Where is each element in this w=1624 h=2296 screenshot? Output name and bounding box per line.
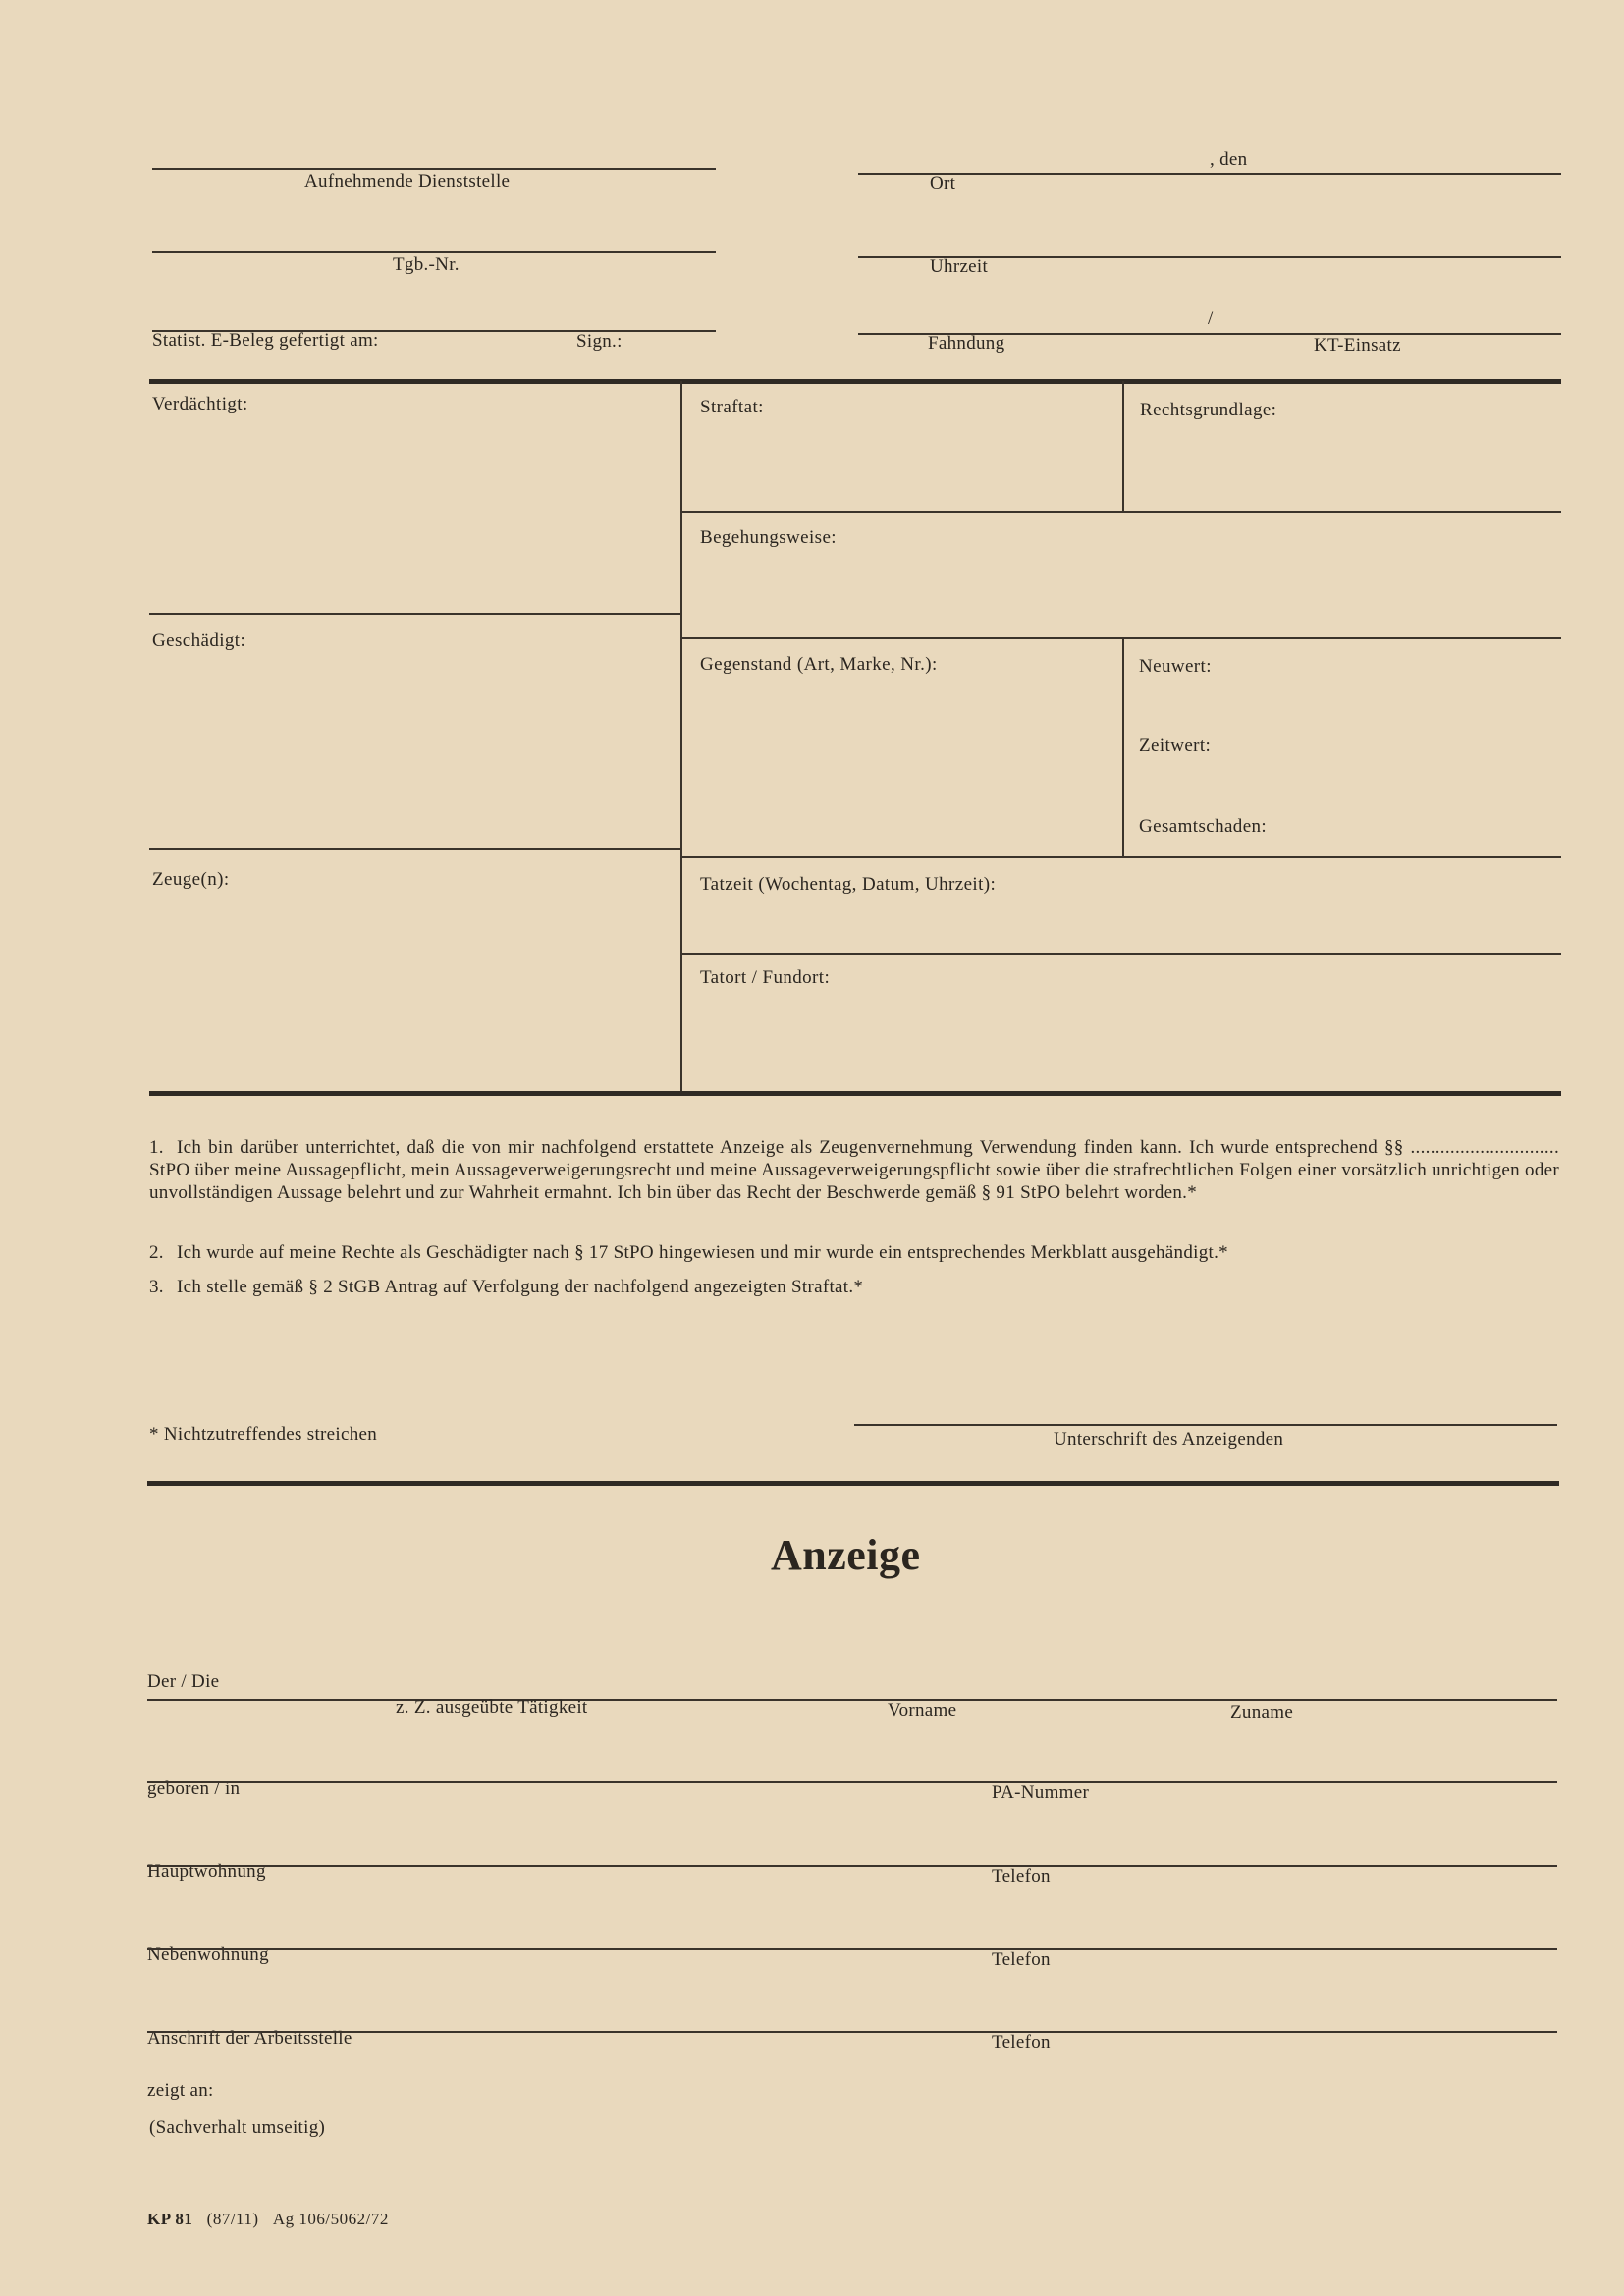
- signature-caption: Unterschrift des Anzeigenden: [1054, 1429, 1284, 1449]
- hauptwohnung-label: Hauptwohnung: [147, 1861, 266, 1882]
- rechtsgrundlage-label: Rechtsgrundlage:: [1140, 400, 1277, 420]
- form-print-code: Ag 106/5062/72: [272, 2210, 389, 2228]
- zeigt-an-label: zeigt an:: [147, 2080, 214, 2101]
- tgb-caption: Tgb.-Nr.: [393, 254, 460, 275]
- vorname-caption: Vorname: [888, 1700, 957, 1721]
- straftat-bottom-rule: [681, 511, 1561, 513]
- gegenstand-bottom-rule: [681, 856, 1561, 858]
- geschaedigt-bottom-rule: [149, 848, 681, 850]
- telefon-caption-3: Telefon: [992, 2032, 1051, 2052]
- geboren-label: geboren / in: [147, 1778, 241, 1799]
- fahndung-caption: Fahndung: [928, 333, 1005, 354]
- note-item-1: [149, 1136, 1559, 1204]
- zuname-caption: Zuname: [1230, 1702, 1294, 1722]
- geschaedigt-label: Geschädigt:: [152, 630, 246, 651]
- taetigkeit-caption: z. Z. ausgeübte Tätigkeit: [396, 1697, 588, 1718]
- begehungsweise-bottom-rule: [681, 637, 1561, 639]
- signature-field-line[interactable]: [854, 1424, 1557, 1426]
- hauptwohnung-field-line[interactable]: [147, 1865, 1557, 1867]
- note-text: Ich wurde auf meine Rechte als Geschädigter nach § 17 StPO hingewiesen und mir wurde ein entsprechendes Merkblatt ausgehändigt.*: [177, 1242, 1228, 1263]
- arbeitsstelle-field-line[interactable]: [147, 2031, 1557, 2033]
- note-text: Ich bin darüber unterrichtet, daß die von mir nachfolgend erstattete Anzeige als Zeugenvernehmung Verwendung finden kann. Ich wurde entsprechend §§ .............................. StPO über meine Aussagepflicht, mein Aussageverweigerungsrecht und meine Aussageverweigerungspflicht sowie über die strafrechtlichen Folgen einer vorsätzlich unrichtigen oder unvollständigen Aussage belehrt und zur Wahrheit ermahnt. Ich bin über das Recht der Beschwerde gemäß § 91 StPO belehrt worden.*: [149, 1137, 1559, 1203]
- grid-bottom-rule: [149, 1091, 1561, 1096]
- field-separator-slash: /: [1208, 308, 1214, 329]
- nebenwohnung-field-line[interactable]: [147, 1948, 1557, 1950]
- der-die-label: Der / Die: [147, 1671, 220, 1692]
- ort-field-line[interactable]: [858, 173, 1561, 175]
- grid-top-rule: [149, 379, 1561, 384]
- verdaechtigt-bottom-rule: [149, 613, 681, 615]
- pa-nummer-caption: PA-Nummer: [992, 1782, 1090, 1803]
- form-number: [147, 2210, 389, 2229]
- tgb-field-line[interactable]: [152, 251, 716, 253]
- kt-einsatz-caption: KT-Einsatz: [1314, 335, 1401, 355]
- grid-straftat-divider: [1122, 381, 1124, 511]
- dienststelle-field-line[interactable]: [152, 168, 716, 170]
- nebenwohnung-label: Nebenwohnung: [147, 1944, 269, 1965]
- form-code: KP 81: [147, 2210, 193, 2228]
- tatort-label: Tatort / Fundort:: [700, 967, 831, 988]
- neuwert-label: Neuwert:: [1139, 656, 1212, 677]
- gegenstand-label: Gegenstand (Art, Marke, Nr.):: [700, 654, 938, 675]
- geboren-field-line[interactable]: [147, 1781, 1557, 1783]
- dienststelle-caption: Aufnehmende Dienststelle: [304, 171, 511, 191]
- arbeitsstelle-label: Anschrift der Arbeitsstelle: [147, 2028, 352, 2049]
- begehungsweise-label: Begehungsweise:: [700, 527, 837, 548]
- note-number: 3.: [149, 1277, 164, 1297]
- note-number: 2.: [149, 1242, 164, 1263]
- telefon-caption-1: Telefon: [992, 1866, 1051, 1886]
- sign-caption: Sign.:: [576, 331, 623, 352]
- tatzeit-label: Tatzeit (Wochentag, Datum, Uhrzeit):: [700, 874, 997, 895]
- note-item-2: [149, 1241, 1559, 1264]
- verdaechtigt-label: Verdächtigt:: [152, 394, 248, 414]
- note-item-3: [149, 1276, 1559, 1298]
- anzeige-title: Anzeige: [771, 1531, 921, 1579]
- note-number: 1.: [149, 1137, 164, 1158]
- den-caption: , den: [1210, 149, 1248, 170]
- notes-bottom-rule: [147, 1481, 1559, 1486]
- straftat-label: Straftat:: [700, 397, 764, 417]
- ort-caption: Ort: [930, 173, 956, 193]
- grid-gegenstand-divider: [1122, 637, 1124, 856]
- uhrzeit-caption: Uhrzeit: [930, 256, 989, 277]
- gesamtschaden-label: Gesamtschaden:: [1139, 816, 1268, 837]
- note-text: Ich stelle gemäß § 2 StGB Antrag auf Verfolgung der nachfolgend angezeigten Straftat.*: [177, 1277, 864, 1297]
- tatzeit-bottom-rule: [681, 953, 1561, 955]
- form-edition: (87/11): [206, 2210, 259, 2228]
- zeitwert-label: Zeitwert:: [1139, 736, 1212, 756]
- telefon-caption-2: Telefon: [992, 1949, 1051, 1970]
- statist-caption: Statist. E-Beleg gefertigt am:: [152, 330, 379, 351]
- grid-main-divider: [680, 381, 682, 1094]
- person-field-line[interactable]: [147, 1699, 1557, 1701]
- sachverhalt-label: (Sachverhalt umseitig): [149, 2117, 326, 2138]
- zeugen-label: Zeuge(n):: [152, 869, 230, 890]
- nichtzutreffendes-footnote: * Nichtzutreffendes streichen: [149, 1424, 378, 1445]
